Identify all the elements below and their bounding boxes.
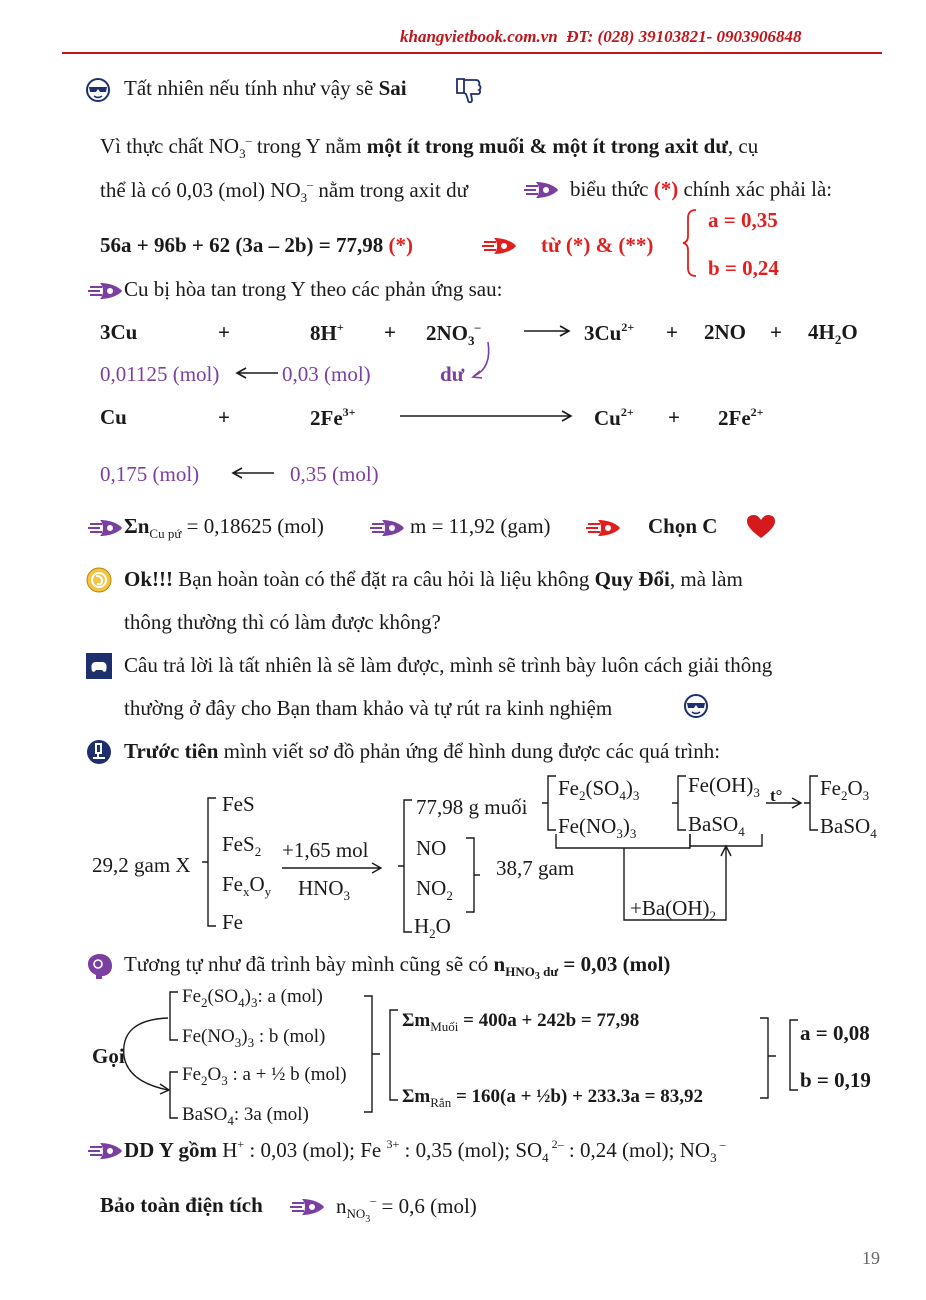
var-fe2o3: $Fe_2O_3$ : a + ½ b (mol): [182, 1064, 347, 1088]
mixture-x: 29,2 gam X: [92, 853, 191, 877]
rxn1-no3: $2NO_3^-$: [426, 320, 481, 348]
salt-mass: 77,98 g muối: [416, 795, 528, 819]
rxn2-cu2: $Cu^{2+}$: [594, 405, 634, 430]
rxn1-h: 8H+: [310, 320, 344, 345]
mol-cu-2: 0,175 (mol): [100, 462, 200, 486]
rxn1-plus: +: [666, 320, 678, 344]
similar-line: Tương tự như đã trình bày mình cũng sẽ có $n_{HNO3}$ $_{dư}$ = 0,03 (mol): [124, 952, 671, 982]
eq-salt: $\Sigma m_{Muối} = 400a + 242b = 77,98$: [402, 1010, 640, 1034]
result-b-019: b = 0,19: [800, 1068, 871, 1092]
answer-choice: Chọn C: [648, 514, 718, 538]
species-fes: FeS: [222, 792, 255, 816]
ok-paragraph-1: Ok!!! Bạn hoàn toàn có thể đặt ra câu hỏi là liệu không Quy Đổi, mà làm: [124, 567, 743, 591]
gas-mass: 38,7 gam: [496, 856, 575, 880]
species-fes2: FeS$_2$: [222, 832, 262, 859]
result-a-008: a = 0,08: [800, 1021, 870, 1045]
from-star-text: từ (*) & (**): [541, 233, 654, 257]
rxn2-plus: +: [218, 405, 230, 429]
rxn2-cu: Cu: [100, 405, 127, 429]
precip-baso4: BaSO$_4$: [688, 812, 745, 839]
let-label: Gọi: [92, 1044, 125, 1068]
solid-baso4: BaSO$_4$: [820, 814, 877, 841]
var-baso4: BaSO$_4$: 3a (mol): [182, 1104, 309, 1128]
arrow-icon: [288, 1195, 326, 1219]
mass-result: m = 11,92 (gam): [410, 514, 551, 538]
charge-balance: Bảo toàn điện tích: [100, 1193, 263, 1217]
solid-fe2o3: $Fe_2O_3$: [820, 776, 870, 803]
sum-cu: $\Sigma n_{Cu pứ} = 0,18625$ (mol): [124, 514, 324, 541]
baoh2-label: $+Ba(OH)_2$: [630, 896, 716, 923]
species-fexoy: $Fe_xO_y$: [222, 872, 272, 899]
solution-y: DD Y gồm H+ : 0,03 (mol); Fe $^{3+}$ : 0,35 (mol); $SO_4$ $^{2-}$ : 0,24 (mol); $NO_3$ –: [124, 1137, 726, 1165]
cu-intro: Cu bị hòa tan trong Y theo các phản ứng sau:: [124, 277, 503, 301]
ok-paragraph-2: thông thường thì có làm được không?: [124, 610, 441, 634]
rxn1-cu2: $3Cu^{2+}$: [584, 320, 635, 345]
gas-no: NO: [416, 836, 447, 860]
mol-fe-2: 0,35 (mol): [290, 462, 379, 486]
rxn2-plus: +: [668, 405, 680, 429]
rxn2-fe: $2Fe^{3+}$: [310, 405, 356, 430]
eq-solid: $\Sigma m_{Rắn} = 160(a$ + ½b) + 233.3a = 83,92: [402, 1086, 703, 1110]
n-no3: $n_{NO3}^- = 0,6$ (mol): [336, 1193, 477, 1225]
salt-fe2so43: $Fe_2(SO_4)_3$: [558, 776, 640, 803]
arrow-icon: [86, 1139, 124, 1163]
salt-feno33: $Fe(NO_3)_3$: [558, 814, 637, 841]
page-number: 19: [862, 1248, 880, 1268]
gas-no2: $NO_2$: [416, 876, 453, 903]
rxn1-no: 2NO: [704, 320, 746, 344]
rxn1-plus: +: [218, 320, 230, 344]
var-fe2so43: $Fe_2(SO_4)_3$: a (mol): [182, 986, 323, 1010]
header-site[interactable]: khangvietbook.com.vn ĐT: (028) 39103821- 0903906848: [400, 27, 802, 46]
rxn1-plus: +: [384, 320, 396, 344]
excess-label: dư: [440, 362, 465, 386]
hno3-amount: +1,65 mol: [282, 838, 369, 862]
precip-feoh3: $Fe(OH)_3$: [688, 773, 760, 800]
answer-paragraph-1: Câu trả lời là tất nhiên là sẽ làm được, mình sẽ trình bày luôn cách giải thông: [124, 653, 773, 677]
equation-star: 56a + 96b + 62 (3a – 2b) = 77,98 (*): [100, 233, 413, 257]
mol-h-1: 0,03 (mol): [282, 362, 371, 386]
paragraph-explain-1: Vì thực chất $NO_3^-$ trong Y nằm một ít trong muối & một ít trong axit dư, cụ: [100, 133, 759, 161]
paragraph-explain-3: biểu thức (*) chính xác phải là:: [570, 177, 833, 201]
result-b-024: b = 0,24: [708, 256, 779, 280]
species-fe: Fe: [222, 910, 243, 934]
rxn1-plus: +: [770, 320, 782, 344]
hno3-label: $HNO_3$: [298, 876, 350, 903]
water: $H_2O$: [414, 914, 451, 941]
answer-paragraph-2: thường ở đây cho Bạn tham khảo và tự rút ra kinh nghiệm: [124, 696, 613, 720]
paragraph-explain-2: thể là có 0,03 (mol) $NO_3^-$ nằm trong axit dư: [100, 177, 468, 205]
heat-label: t°: [770, 786, 783, 805]
rxn1-cu: 3Cu: [100, 320, 138, 344]
mol-cu-1: 0,01125 (mol): [100, 362, 220, 386]
rxn1-h2o: $4H_2O$: [808, 320, 858, 347]
var-feno33: $Fe(NO_3)_3$ : b (mol): [182, 1026, 326, 1050]
rxn2-fe2: $2Fe^{2+}$: [718, 405, 764, 430]
wrong-note: Tất nhiên nếu tính như vậy sẽ Sai: [124, 76, 407, 100]
first-paragraph: Trước tiên mình viết sơ đồ phản ứng để hình dung được các quá trình:: [124, 739, 721, 763]
result-a-035: a = 0,35: [708, 208, 778, 232]
